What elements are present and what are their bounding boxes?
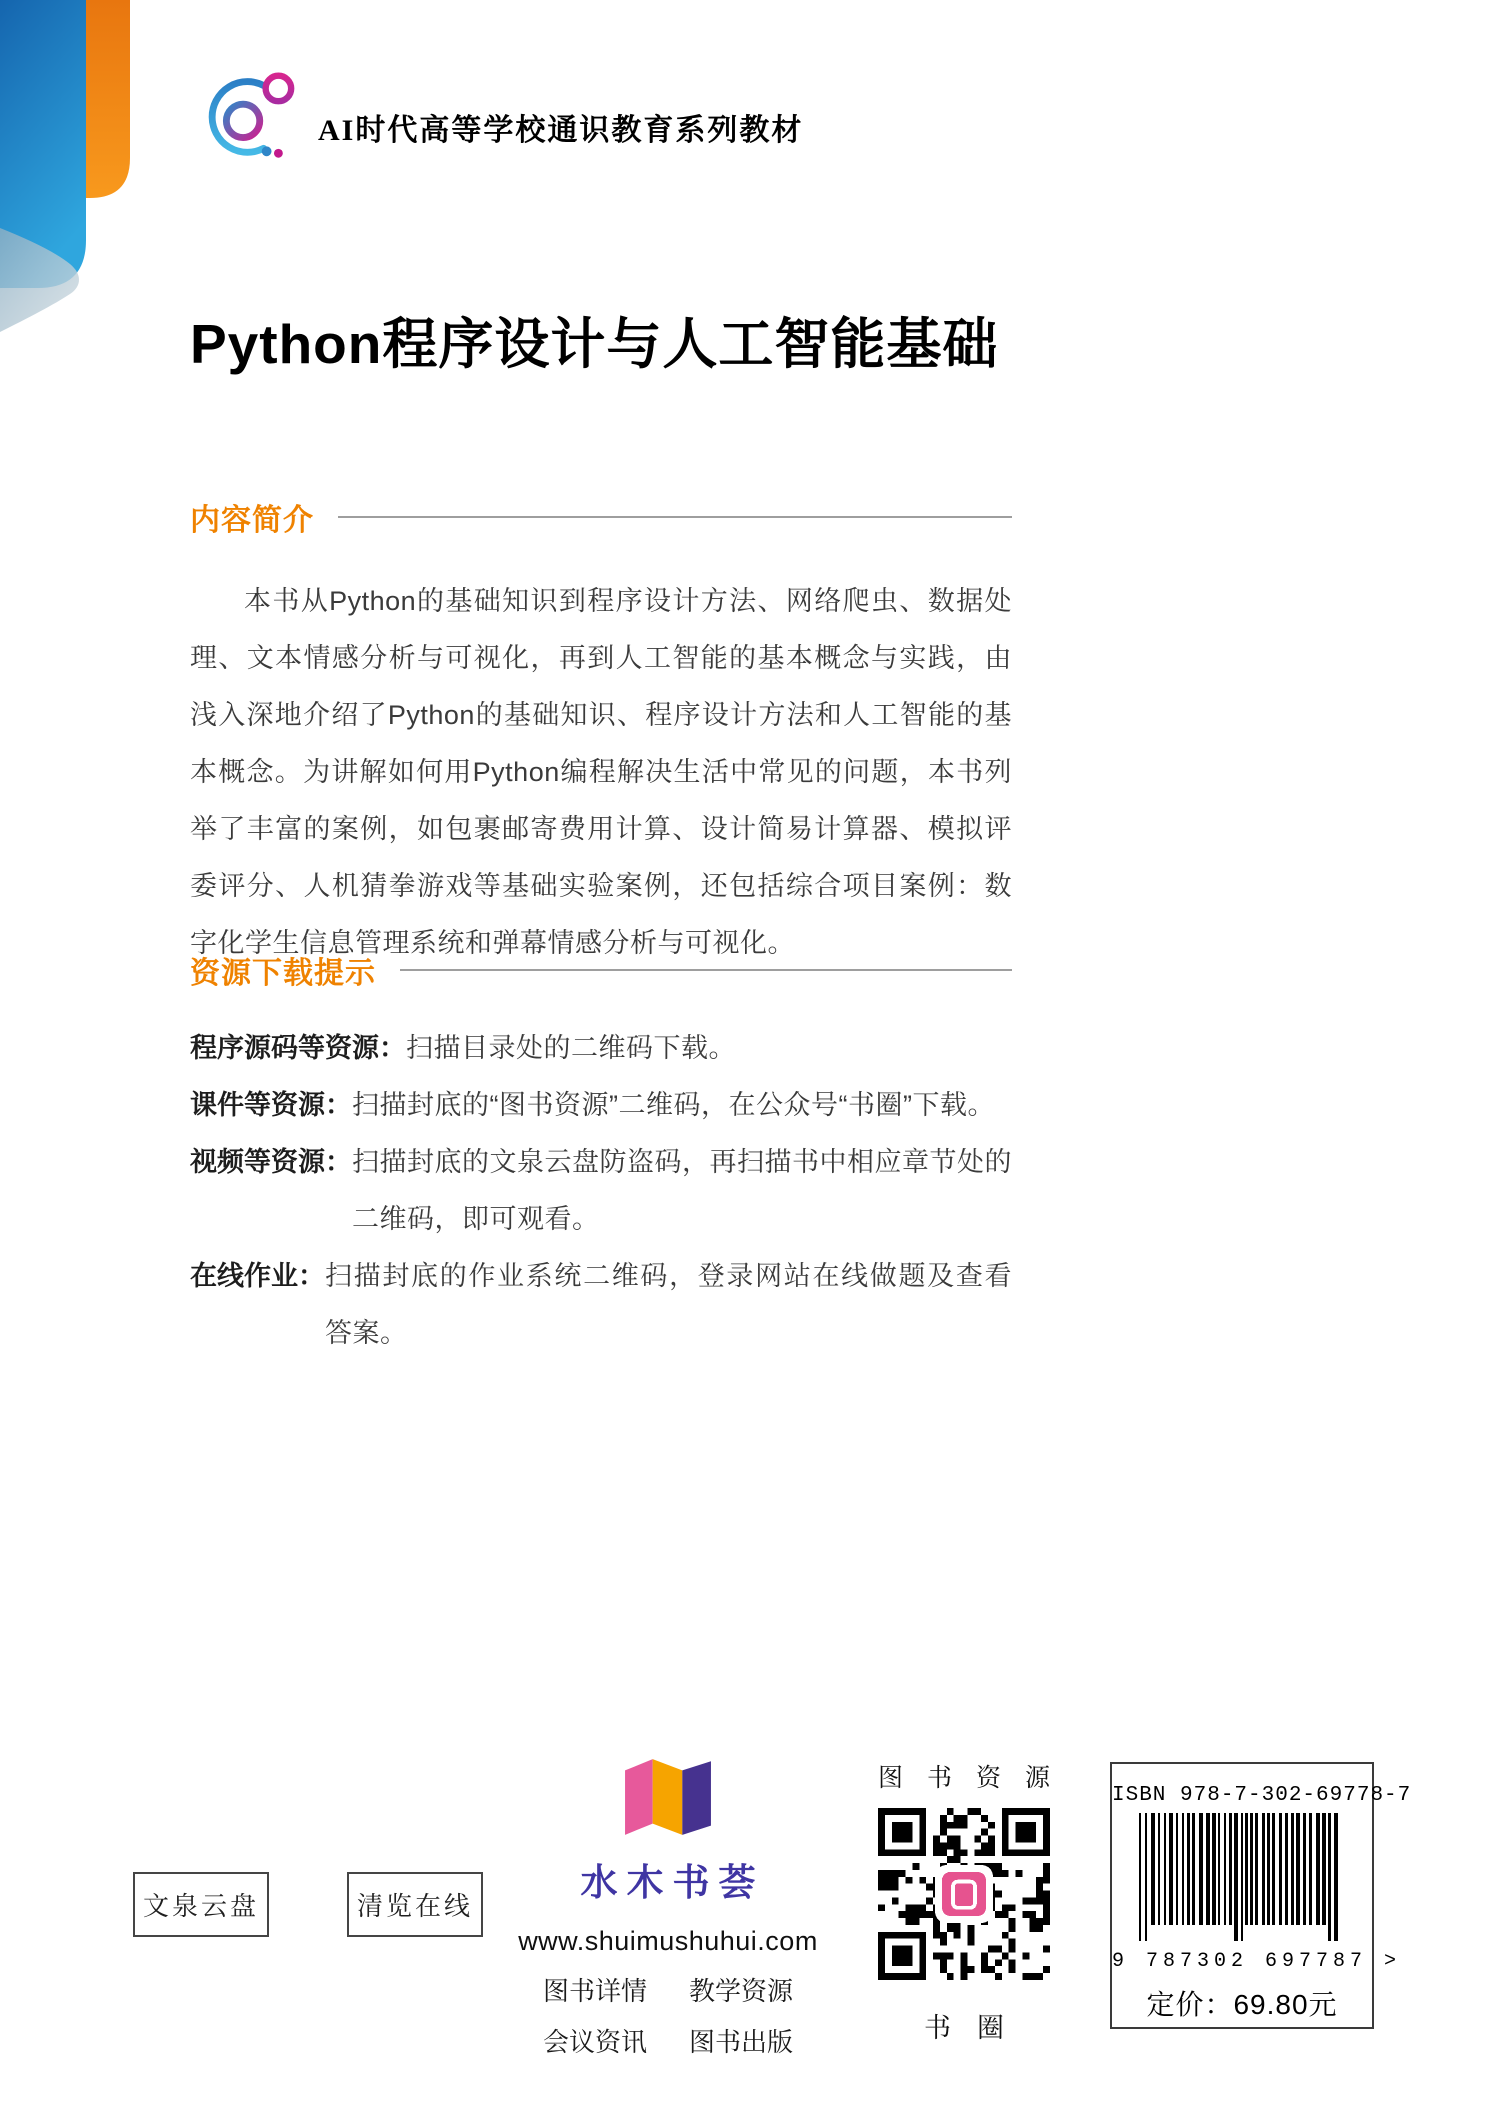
- isbn-number: ISBN 978-7-302-69778-7: [1112, 1784, 1412, 1807]
- publisher-link: 图书详情: [542, 1976, 647, 2006]
- resource-item-text: 扫描封底的“图书资源”二维码，在公众号“书圈”下载。: [352, 1090, 995, 1120]
- publisher-website: www.shuimushuhui.com: [518, 1926, 818, 1956]
- ean-barcode: [1133, 1813, 1351, 1943]
- resource-item: [190, 1077, 1012, 1134]
- resources-heading-rule: [400, 969, 1012, 971]
- publisher-links-row: [508, 2022, 828, 2059]
- resource-item-label: 程序源码等资源：: [190, 1033, 406, 1063]
- resources-heading: 资源下载提示: [190, 957, 376, 990]
- resource-item: [190, 1134, 1012, 1248]
- resource-item-text: 扫描目录处的二维码下载。: [406, 1033, 736, 1063]
- book-title: Python程序设计与人工智能基础: [190, 313, 999, 375]
- qinglan-online-stamp-box: 清览在线: [347, 1872, 483, 1937]
- resource-item-text: 扫描封底的文泉云盘防盗码，再扫描书中相应章节处的二维码，即可观看。: [352, 1147, 1012, 1234]
- resource-item-label: 视频等资源：: [190, 1147, 352, 1177]
- resource-item-label: 在线作业：: [190, 1261, 325, 1291]
- shuimushuhui-book-icon: [623, 1756, 713, 1838]
- intro-heading: 内容简介: [190, 504, 314, 537]
- publisher-name: 水木书荟: [580, 1863, 765, 1904]
- qr-title: 图书资源: [878, 1764, 1050, 1792]
- resource-item-label: 课件等资源：: [190, 1090, 352, 1120]
- publisher-block: [508, 1756, 828, 2059]
- ai-logo-icon: [192, 60, 300, 168]
- publisher-link: 教学资源: [689, 1976, 794, 2006]
- series-title: AI时代高等学校通识教育系列教材: [318, 114, 804, 147]
- resource-item: [190, 1020, 1012, 1077]
- series-header: [192, 60, 803, 168]
- resource-item-text: 扫描封底的作业系统二维码，登录网站在线做题及查看答案。: [325, 1261, 1012, 1348]
- resource-item: [190, 1248, 1012, 1362]
- book-resources-qr-code: [878, 1808, 1050, 1980]
- barcode-digits: 9 787302 697787 >: [1112, 1950, 1402, 1973]
- publisher-link: 会议资讯: [542, 2027, 647, 2057]
- intro-heading-rule: [338, 516, 1012, 518]
- corner-decoration: [0, 0, 180, 350]
- price-label: 定价：69.80元: [1146, 1989, 1338, 2020]
- isbn-barcode-box: [1110, 1762, 1412, 2029]
- qr-caption: 书圈: [924, 2013, 1030, 2043]
- intro-paragraph: 本书从Python的基础知识到程序设计方法、网络爬虫、数据处理、文本情感分析与可视化，再到人工智能的基本概念与实践，由浅入深地介绍了Python的基础知识、程序设计方法和人工智能的基本概念。为讲解如何用Python编程解决生活中常见的问题，本书列举了丰富的案例，如包裹邮寄费用计算、设计简易计算器、模拟评委评分、人机猜拳游戏等基础实验案例，还包括综合项目案例：数字化学生信息管理系统和弹幕情感分析与可视化。: [190, 586, 1012, 958]
- intro-section: [190, 495, 1012, 972]
- wenquan-cloud-stamp-box: 文泉云盘: [133, 1872, 269, 1937]
- resources-section: [190, 948, 1012, 1362]
- publisher-links-row: [508, 1971, 828, 2008]
- publisher-link: 图书出版: [689, 2027, 794, 2057]
- resources-list: [190, 1020, 1012, 1362]
